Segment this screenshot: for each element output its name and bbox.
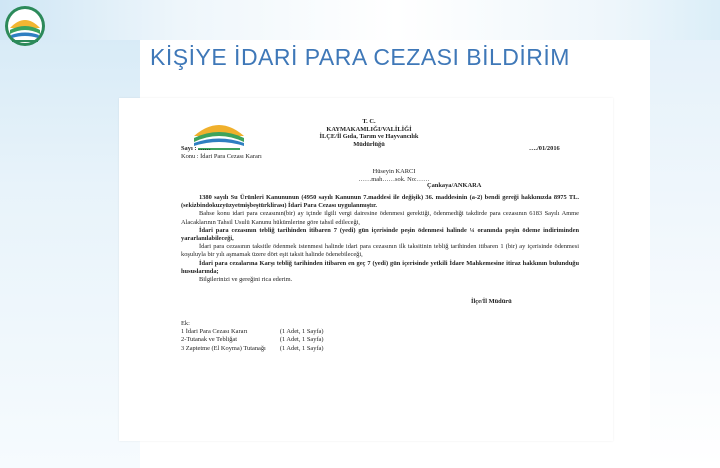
attachment-item: 1 İdari Para Cezası Kararı: [181, 328, 248, 336]
header-line: İLÇE/İl Gıda, Tarım ve Hayvancılık: [319, 133, 419, 141]
slide-title: KİŞİYE İDARİ PARA CEZASI BİLDİRİM: [150, 44, 570, 70]
attachment-row: [181, 328, 338, 336]
attachment-item: 2-Tutanak ve Tebliğat: [181, 336, 237, 344]
document-number: Sayı : ……: [181, 145, 211, 152]
recipient-name: Hüseyin KARCI: [372, 168, 416, 175]
document-body: [181, 194, 579, 284]
attachments-title: Ek:: [181, 320, 190, 327]
attachment-count: (1 Adet, 1 Sayfa): [279, 328, 324, 336]
attachment-count: (1 Adet, 1 Sayfa): [279, 336, 324, 344]
attachment-row: [181, 336, 338, 344]
document-header: [269, 118, 469, 148]
recipient-city: Çankaya/ANKARA: [427, 182, 482, 189]
body-paragraph: Bilgilerinizi ve gereğini rica ederim.: [199, 276, 293, 284]
background-top-band: [0, 0, 720, 40]
attachment-item: 3 Zaptetme (El Koyma) Tutanağı: [181, 344, 266, 352]
signature-title: İlçe/İl Müdürü: [471, 298, 512, 305]
header-line: KAYMAKAMLIĞI/VALİLİĞİ: [326, 125, 412, 133]
document-subject: Konu : İdari Para Cezası Kararı: [181, 153, 262, 160]
body-paragraph: İdari para cezasının tebliğ tarihinden itibaren 7 (yedi) gün içerisinde peşin ödenmesi halinde ¼ oranında peşin ödeme indiriminden yararlanılabileceği,: [181, 226, 579, 243]
recipient-address: ……mah……sok. No:……: [358, 176, 430, 184]
body-paragraph: İdari para cezasının taksitle ödenmek istenmesi halinde idari para cezasının ilk taksitinin tebliğ tarihinden itibaren 1 (bir) ay içerisinde ödenmesi koşuluyla bir yılı aşmamak üzere dört eşit taksit halinde ödenebileceği,: [181, 243, 579, 259]
attachment-count: (1 Adet, 1 Sayfa): [279, 344, 324, 352]
header-line: Müdürlüğü: [353, 140, 385, 148]
body-paragraph: Bahse konu idari para cezasının(bir) ay içinde ilgili vergi dairesine ödenmesi gerektiği, ödenmediği takdirde para cezasının 6183 Sayılı Amme Alacaklarının Tahsil Usulü Kanunu hükümlerine göre tahsil edileceği,: [181, 210, 579, 226]
body-paragraph: 1380 sayılı Su Ürünleri Kanununun (4950 sayılı Kanunun 7.maddesi ile değişik) 36. maddesinin (a-2) bendi gereği hakkınızda 8975 TL. (sekizbindokuzyüzyetmişbeştürklirası) İdari Para Cezası uygulanmıştır.: [181, 194, 579, 210]
attachments-table: [181, 328, 338, 353]
attachment-row: [181, 345, 338, 353]
attachments-block: [181, 320, 338, 353]
body-paragraph: İdari para cezalarına Karşı tebliğ tarihinden itibaren en geç 7 (yedi) gün içerisinde yetkili İdare Mahkemesine itiraz hakkının bulunduğu hususlarında;: [181, 259, 579, 275]
document-image: [119, 98, 613, 441]
document-date: …./01/2016: [529, 145, 560, 152]
header-line: T. C.: [362, 118, 376, 125]
